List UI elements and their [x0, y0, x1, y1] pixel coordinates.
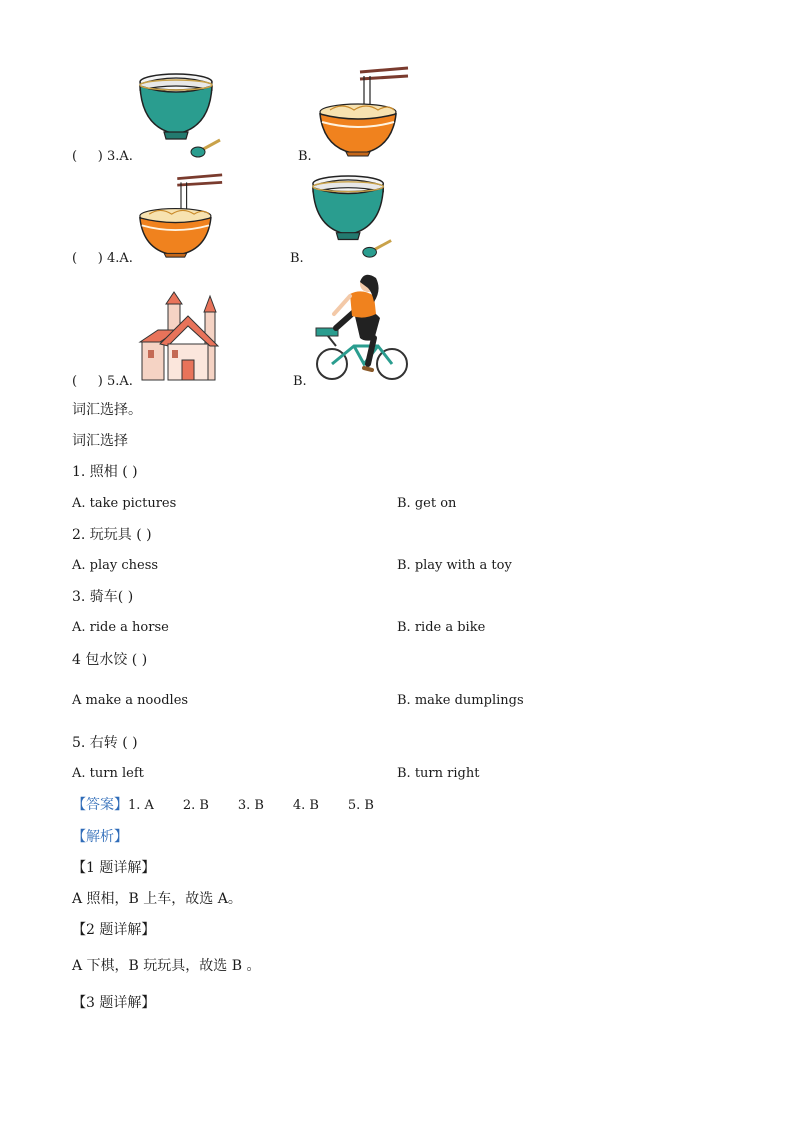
- rice-bowl-icon: [136, 72, 226, 162]
- section-title: 词汇选择。: [72, 402, 142, 418]
- vocab-option-5a: A. turn left: [72, 766, 144, 781]
- vocab-question-5: 5. 右转 ( ): [72, 735, 138, 751]
- detail-1-body: A 照相，B 上车，故选 A。: [72, 891, 242, 907]
- answer-line: [72, 796, 374, 814]
- detail-3-heading: 【3 题详解】: [72, 995, 156, 1011]
- question-3-prompt: ( ) 3.A.: [72, 149, 133, 164]
- vocab-option-1b: B. get on: [397, 496, 457, 511]
- noodle-bowl-icon: [138, 172, 224, 260]
- section-subtitle: 词汇选择: [72, 433, 128, 449]
- question-4-prompt: ( ) 4.A.: [72, 251, 133, 266]
- answer-values: 1. A 2. B 3. B 4. B 5. B: [128, 798, 374, 813]
- vocab-question-1: 1. 照相 ( ): [72, 464, 138, 480]
- vocab-option-5b: B. turn right: [397, 766, 480, 781]
- noodle-bowl-icon: [318, 66, 410, 158]
- option-b-label: B.: [298, 149, 312, 164]
- option-b-label: B.: [290, 251, 304, 266]
- vocab-question-2: 2. 玩玩具 ( ): [72, 527, 152, 543]
- rice-bowl-icon: [308, 174, 398, 262]
- vocab-option-3b: B. ride a bike: [397, 620, 486, 635]
- vocab-option-2a: A. play chess: [72, 558, 159, 573]
- vocab-option-4a: A make a noodles: [72, 693, 189, 708]
- vocab-option-3a: A. ride a horse: [72, 620, 169, 635]
- house-icon: [138, 290, 224, 382]
- option-b-label: B.: [293, 374, 307, 389]
- vocab-option-4b: B. make dumplings: [397, 693, 524, 708]
- detail-2-heading: 【2 题详解】: [72, 922, 156, 938]
- question-5-prompt: ( ) 5.A.: [72, 374, 133, 389]
- answer-label: 【答案】: [72, 797, 128, 813]
- vocab-option-2b: B. play with a toy: [397, 558, 512, 573]
- vocab-question-3: 3. 骑车( ): [72, 589, 134, 605]
- girl-riding-bike-icon: [314, 272, 412, 382]
- vocab-question-4: 4 包水饺 ( ): [72, 652, 148, 668]
- detail-1-heading: 【1 题详解】: [72, 860, 156, 876]
- analysis-label: 【解析】: [72, 829, 128, 845]
- detail-2-body: A 下棋，B 玩玩具，故选 B 。: [72, 958, 261, 974]
- vocab-option-1a: A. take pictures: [72, 496, 177, 511]
